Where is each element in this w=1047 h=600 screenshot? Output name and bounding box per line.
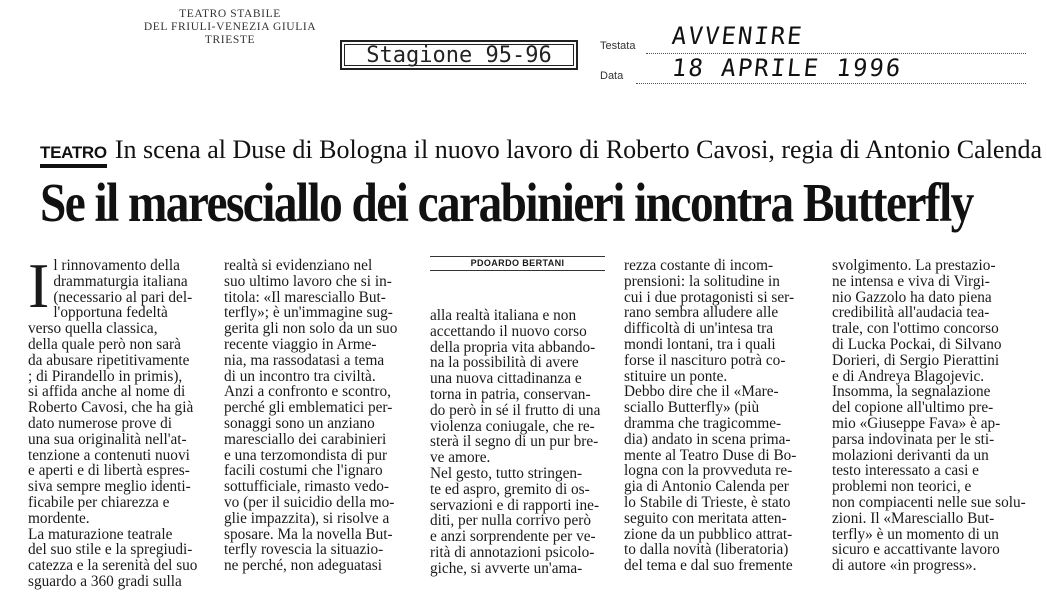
article-text-line: sguardo a 360 gradi sulla <box>28 572 182 590</box>
article-text-line: molazioni derivanti da un <box>832 446 989 464</box>
theatre-name-block <box>120 8 340 47</box>
article-text-line: cui i due protagonisti si ser- <box>624 288 795 306</box>
article-text-line: servazioni e di rapporti ine- <box>430 496 600 514</box>
article-text-line: dato numerose prove di <box>28 414 173 432</box>
article-text-line: sottufficiale, rimasto vedo- <box>224 478 389 496</box>
article-text-line: svolgimento. La prestazio- <box>832 257 996 274</box>
article-text-line: maresciallo dei carabinieri <box>224 430 387 448</box>
article-text-line: dramma che tragicomme- <box>624 414 782 432</box>
article-text-line: difficoltà di un'intesa tra <box>624 320 774 338</box>
article-column-4 <box>624 258 816 574</box>
article-text-line: suo ultimo lavoro che si in- <box>224 272 392 290</box>
article-text-line: dia) andato in scena prima- <box>624 430 791 448</box>
article-text-line: vo (per il suicidio della mo- <box>224 493 395 511</box>
article-text-line: testo interessato a casi e <box>832 462 979 480</box>
article-text-line: parsa indovinata per le sti- <box>832 430 995 448</box>
article-text-line: del tema e dal suo fremente <box>624 557 793 575</box>
article-text-line: terfly» è un momento di un <box>832 525 999 543</box>
article-text-line: l'opportuna fedeltà <box>53 304 168 322</box>
article-text-line: e una terzomondista di pur <box>224 446 388 464</box>
article-text-line: di Lucka Pockai, di Silvano <box>832 335 1002 353</box>
byline-rule <box>430 270 605 271</box>
article-text-line: e anzi sorprendente per ve- <box>430 528 596 546</box>
article-text-line: rità di annotazioni psicolo- <box>430 543 595 561</box>
article-text-line: e di Andreya Blagojevic. <box>832 367 985 385</box>
article-text-line: perché gli emblematici per- <box>224 399 393 417</box>
article-text-line: drammaturgia italiana <box>53 272 188 290</box>
article-text-line: mio «Giuseppe Fava» è ap- <box>832 414 1001 432</box>
article-text-line: stituire un ponte. <box>624 367 728 385</box>
article-text-line: torna in patria, conservan- <box>430 385 591 403</box>
article-text-line: Debbo dire che il «Mare- <box>624 383 779 401</box>
article-text-line: titola: «Il maresciallo But- <box>224 288 386 306</box>
article-text-line: della quale però non sarà <box>28 335 181 353</box>
article-text-line: mondi lontani, tra i quali <box>624 335 776 353</box>
article-text-line: forse il nascituro potrà co- <box>624 351 786 369</box>
article-text-line: mente al Teatro Duse di Bo- <box>624 446 797 464</box>
article-text-line: non compiacenti nelle sue solu- <box>832 493 1026 511</box>
article-text-line: rezza costante di incom- <box>624 257 774 274</box>
article-text-line: trale, con l'ottimo concorso <box>832 320 999 338</box>
article-text-line: violenza coniugale, che re- <box>430 417 595 435</box>
article-text-line: logna con la provveduta re- <box>624 462 793 480</box>
article-text-line: rano sembra alludere alle <box>624 304 779 322</box>
article-text-line: sciallo Butterfly» (più <box>624 399 760 417</box>
article-text-line: problemi non teorici, e <box>832 478 972 496</box>
article-text-line: mordente. <box>28 509 90 527</box>
article-text-line: gerita gli non solo da un suo <box>224 320 398 338</box>
article-text-line: lo Stabile di Trieste, è stato <box>624 493 791 511</box>
article-text-line: tenzione a contenuti nuovi <box>28 446 190 464</box>
article-text-line: sterà il segno di un pur bre- <box>430 433 599 451</box>
article-text-line: verso quella classica, <box>28 320 158 338</box>
article-column-3 <box>430 308 614 577</box>
article-text-line: una sua originalità nell'at- <box>28 430 187 448</box>
article-text-line: recente viaggio in Arme- <box>224 335 377 353</box>
article-text-line: to dalla novità (liberatoria) <box>624 541 789 559</box>
data-rule <box>636 82 1026 84</box>
theatre-name-line: TRIESTE <box>204 34 256 46</box>
article-text-line: ficabile per chiarezza e <box>28 493 170 511</box>
article-text-line: terfly rovescia la situazio- <box>224 541 384 559</box>
article-text-line: credibilità all'audacia tea- <box>832 304 990 322</box>
article-text-line: nio Gazzolo ha dato piena <box>832 288 992 306</box>
article-text-line: realtà si evidenziano nel <box>224 257 373 274</box>
article-text-line: gia di Antonio Calenda per <box>624 478 789 496</box>
section-tag: TEATRO <box>40 142 107 168</box>
column-2-text <box>224 258 414 574</box>
article-text-line: facili costumi che l'ignaro <box>224 462 383 480</box>
theatre-name-line: DEL FRIULI-VENEZIA GIULIA <box>143 21 317 33</box>
article-text-line: di autore «in progress». <box>832 557 977 575</box>
article-text-line: Roberto Cavosi, che ha già <box>28 399 194 417</box>
article-text-line: Anzi a confronto e scontro, <box>224 383 391 401</box>
article-column-1 <box>28 250 216 590</box>
article-text-line: zione da un pubblico attrat- <box>624 525 793 543</box>
article-column-5 <box>832 258 1032 574</box>
column-1-text <box>28 250 216 590</box>
column-4-text <box>624 258 816 574</box>
article-text-line: glie impazzita), si risolve a <box>224 509 390 527</box>
article-text-line: catezza e la serenità del suo <box>28 557 198 575</box>
article-text-line: e aperti e di libertà espres- <box>28 462 190 480</box>
article-text-line: del suo stile e la spregiudi- <box>28 541 193 559</box>
data-label: Data <box>600 70 624 82</box>
article-text-line: siva sempre meglio identi- <box>28 478 191 496</box>
article-text-line: una nuova cittadinanza e <box>430 370 582 388</box>
article-text-line: ne perché, non adeguatasi <box>224 557 382 575</box>
article-text-line: sicuro e accattivante lavoro <box>832 541 1000 559</box>
article-column-2 <box>224 258 414 574</box>
article-text-line: alla realtà italiana e non <box>430 307 577 324</box>
article-text-line: ve amore. <box>430 449 491 467</box>
article-text-line: seguito con meritata atten- <box>624 509 787 527</box>
article-text-line: Nel gesto, tutto stringen- <box>430 464 583 482</box>
kicker-text: In scena al Duse di Bologna il nuovo lavoro di Roberto Cavosi, regia di Antonio Calenda <box>114 135 1042 164</box>
article-text-line: si affida anche al nome di <box>28 383 186 401</box>
article-text-line: nia, ma rassodatasi a tema <box>224 351 385 369</box>
article-text-line: Dorieri, di Sergio Pierattini <box>832 351 1000 369</box>
article-text-line: da abusare ripetitivamente <box>28 351 190 369</box>
article-text-line: giche, si avverte un'ama- <box>430 559 583 577</box>
article-text-line: do però in sé il frutto di una <box>430 401 601 419</box>
article-text-line: sposare. Ma la novella But- <box>224 525 393 543</box>
article-text-line: della propria vita abbando- <box>430 338 596 356</box>
byline: PDOARDO BERTANI <box>470 258 565 268</box>
article-text-line: di un incontro tra civiltà. <box>224 367 376 385</box>
season-stamp: Stagione 95-96 <box>340 40 578 70</box>
article-text-line: na la possibilità di avere <box>430 354 579 372</box>
article-text-line: accettando il nuovo corso <box>430 322 587 340</box>
article-text-line: ; di Pirandello in primis), <box>28 367 183 385</box>
testata-label: Testata <box>600 40 636 52</box>
kicker-line <box>40 135 1042 168</box>
article-text-line: terfly»; è un'immagine sug- <box>224 304 393 322</box>
data-value: 18 APRILE 1996 <box>670 54 904 82</box>
column-5-text <box>832 258 1032 574</box>
testata-value: AVVENIRE <box>670 22 806 50</box>
article-text-line: diti, per nulla corrivo però <box>430 512 591 530</box>
article-text-line: (necessario al pari del- <box>53 288 193 306</box>
article-text-line: l rinnovamento della <box>53 257 180 274</box>
drop-cap: I <box>28 250 50 321</box>
article-text-line: te ed aspro, gremito di os- <box>430 480 590 498</box>
article-text-line: del copione all'ultimo pre- <box>832 399 994 417</box>
article-text-line: La maturazione teatrale <box>28 525 173 543</box>
article-text-line: Insomma, la segnalazione <box>832 383 991 401</box>
article-text-line: ne intensa e viva di Virgi- <box>832 272 990 290</box>
article-text-line: sonaggi sono un anziano <box>224 414 375 432</box>
column-3-text <box>430 308 614 577</box>
byline-rule-top <box>430 256 605 257</box>
headline: Se il maresciallo dei carabinieri incontra Butterfly <box>40 172 973 233</box>
article-text-line: zioni. Il «Maresciallo But- <box>832 509 995 527</box>
theatre-name-line: TEATRO STABILE <box>179 8 281 20</box>
article-text-line: prensioni: la solitudine in <box>624 272 780 290</box>
